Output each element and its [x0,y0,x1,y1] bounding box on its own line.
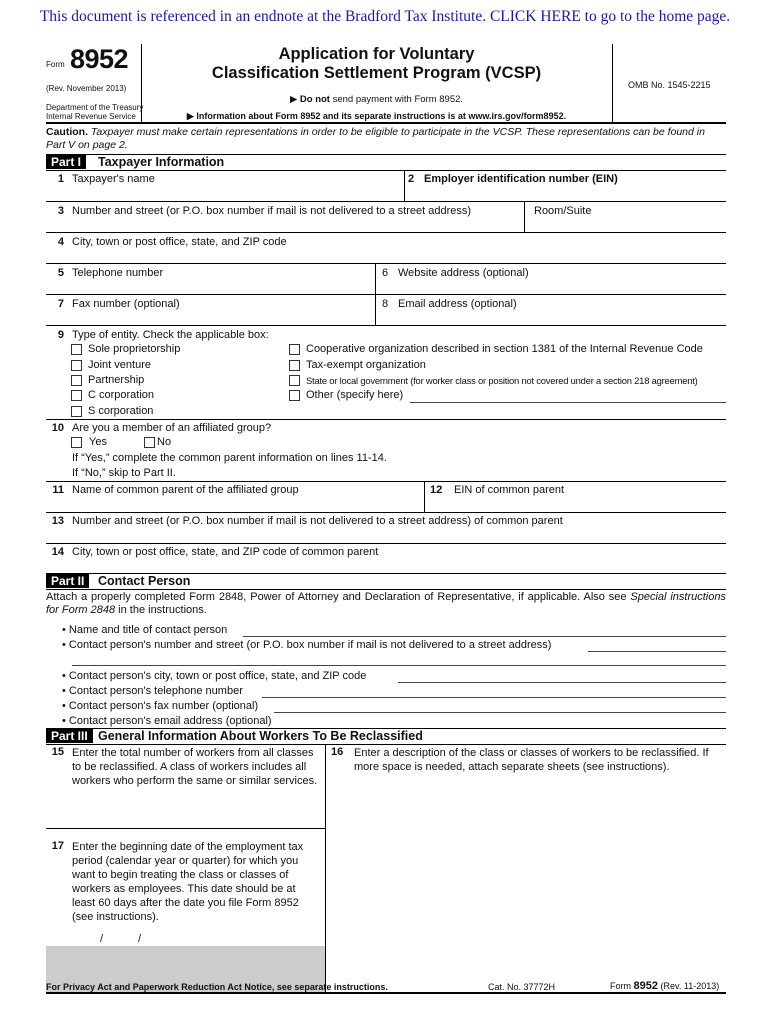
form-number: 8952 [70,44,129,74]
joint-venture-checkbox[interactable] [71,360,82,371]
entity-option-label: S corporation [88,405,154,417]
contact-name-field[interactable] [243,622,726,636]
tax-exempt-checkbox[interactable] [289,360,300,371]
line-number: 4 [57,236,64,248]
line-number: 8 [382,298,389,310]
dept-line2: Internal Revenue Service [46,112,136,121]
part1-tag: Part I [46,155,86,169]
footer-form-id: Form 8952 (Rev. 11-2013) [610,980,720,992]
line17-text: Enter the beginning date of the employment tax period (calendar year or quarter) for which you want to begin treating the class or classes of workers as employees. This date should be at least 60 days after the date you file Form 8952 (see instructions). [72,841,304,923]
taxpayer-name-label: Taxpayer's name [72,173,155,185]
if-no-note: If “No,” skip to Part II. [72,467,176,479]
entity-option-label: Tax-exempt organization [306,359,426,371]
yes-label: Yes [89,436,107,448]
email-label: Email address (optional) [398,298,517,310]
city-label: City, town or post office, state, and ZIP code [72,236,287,248]
city-field[interactable] [46,232,726,263]
form-word: Form [46,60,65,69]
entity-option-label: Cooperative organization described in section 1381 of the Internal Revenue Code [306,343,703,355]
address-label: Number and street (or P.O. box number if mail is not delivered to a street address) [72,205,472,217]
part1-title: Taxpayer Information [98,155,225,169]
line-number: 12 [430,484,443,496]
info-line: ▶ Information about Form 8952 and its separate instructions is at www.irs.gov/form8952. [186,111,567,121]
other-entity-specify-field[interactable] [410,388,726,402]
dept-line1: Department of the Treasury [46,103,144,112]
catalog-number: Cat. No. 37772H [488,982,556,992]
s-corporation-checkbox[interactable] [71,406,82,417]
contact-city-label: • Contact person's city, town or post office, state, and ZIP code [62,670,367,682]
contact-email-label: • Contact person's email address (optional) [62,715,272,727]
common-parent-name-label: Name of common parent of the affiliated group [72,484,299,496]
line-number: 5 [57,267,64,279]
line-number: 7 [57,298,64,310]
common-parent-ein-label: EIN of common parent [454,484,565,496]
line16-text: Enter a description of the class or classes of workers to be reclassified. If more space is needed, attach separate sheets (see instructions). [354,747,709,773]
contact-street-field-2[interactable] [72,652,726,665]
form-revision: (Rev. November 2013) [46,84,127,93]
other-entity-checkbox[interactable] [289,390,300,401]
contact-street-field[interactable] [588,637,726,651]
contact-fax-field[interactable] [274,698,726,712]
no-label: No [157,436,172,448]
contact-street-label: • Contact person's number and street (or P.O. box number if mail is not delivered to a street address) [62,639,552,651]
line-number: 15 [51,746,64,758]
contact-city-field[interactable] [398,668,726,682]
common-parent-name-field[interactable] [46,481,423,512]
ein-label: Employer identification number (EIN) [424,173,618,185]
common-parent-city-field[interactable] [46,543,726,573]
common-parent-city-label: City, town or post office, state, and ZIP code of common parent [72,546,379,558]
line-number: 3 [57,205,64,217]
if-yes-note: If “Yes,” complete the common parent information on lines 11-14. [72,452,387,464]
entity-option-label: Sole proprietorship [88,343,181,355]
form-title-line1: Application for Voluntary [278,45,475,63]
contact-email-field[interactable] [290,714,726,728]
affiliated-group-question: Are you a member of an affiliated group? [72,422,272,434]
telephone-label: Telephone number [72,267,164,279]
entity-option-label: C corporation [88,389,155,401]
date-separator: / [100,933,104,945]
state-local-government-checkbox[interactable] [289,375,300,386]
line-number: 14 [51,546,64,558]
line15-text: Enter the total number of workers from all classes to be reclassified. A class of workers includes all workers who perform the same or similar services. [72,747,318,787]
omb-number: OMB No. 1545-2215 [628,80,711,90]
beginning-date-field[interactable] [72,930,192,946]
line-number: 2 [408,173,415,185]
part2-title: Contact Person [98,574,191,588]
room-suite-field[interactable] [525,201,726,232]
line-number: 11 [52,484,64,496]
address-field[interactable] [46,201,523,232]
no-payment-note: ▶ Do not send payment with Form 8952. [289,94,464,105]
affiliated-yes-checkbox[interactable] [71,437,82,448]
line-number: 13 [51,515,64,527]
entity-option-label: Joint venture [88,359,151,371]
common-parent-address-field[interactable] [46,512,726,543]
line-number: 9 [57,329,64,341]
telephone-field[interactable] [46,263,374,294]
fax-label: Fax number (optional) [72,298,180,310]
date-separator: / [138,933,142,945]
website-label: Website address (optional) [398,267,529,279]
cooperative-checkbox[interactable] [289,344,300,355]
room-suite-label: Room/Suite [534,205,592,217]
line-number: 17 [51,840,64,852]
website-field[interactable] [376,263,726,294]
form-title-line2: Classification Settlement Program (VCSP) [211,64,542,82]
common-parent-ein-field[interactable] [425,481,726,512]
part2-intro: Attach a properly completed Form 2848, Power of Attorney and Declaration of Representative, if applicable. Also see Special instructions for Form 2848 in the instructions. [46,591,726,616]
partnership-checkbox[interactable] [71,375,82,386]
common-parent-address-label: Number and street (or P.O. box number if mail is not delivered to a street address) of common parent [72,515,563,527]
contact-telephone-label: • Contact person's telephone number [62,685,243,697]
entity-type-label: Type of entity. Check the applicable box: [72,329,269,341]
entity-option-label: State or local government (for worker class or position not covered under a section 218 agreement) [306,375,698,386]
home-page-link[interactable]: This document is referenced in an endnote at the Bradford Tax Institute. CLICK HERE to go to the home page. [39,8,731,25]
taxpayer-name-field[interactable] [46,170,403,201]
affiliated-no-checkbox[interactable] [144,437,155,448]
worker-class-description-field[interactable] [326,776,726,992]
contact-fax-label: • Contact person's fax number (optional) [62,700,259,712]
part3-title: General Information About Workers To Be Reclassified [98,729,423,743]
c-corporation-checkbox[interactable] [71,390,82,401]
line-number: 1 [57,173,64,185]
fax-field[interactable] [46,294,374,325]
line-number: 16 [331,746,344,758]
number-of-workers-field[interactable] [46,800,325,828]
contact-name-label: • Name and title of contact person [62,624,228,636]
entity-option-label: Partnership [88,374,145,386]
part2-tag: Part II [46,574,89,588]
line-number: 10 [51,422,64,434]
caution-text: Caution. Taxpayer must make certain representations in order to be eligible to participate in the VCSP. These representations can be found in Part V on page 2. [46,126,705,151]
sole-proprietorship-checkbox[interactable] [71,344,82,355]
ein-field[interactable] [405,170,726,201]
part3-tag: Part III [46,729,93,743]
privacy-notice: For Privacy Act and Paperwork Reduction Act Notice, see separate instructions. [46,982,388,992]
contact-telephone-field[interactable] [262,683,726,697]
entity-option-label: Other (specify here) [306,389,404,401]
email-field[interactable] [376,294,726,325]
line-number: 6 [382,267,389,279]
